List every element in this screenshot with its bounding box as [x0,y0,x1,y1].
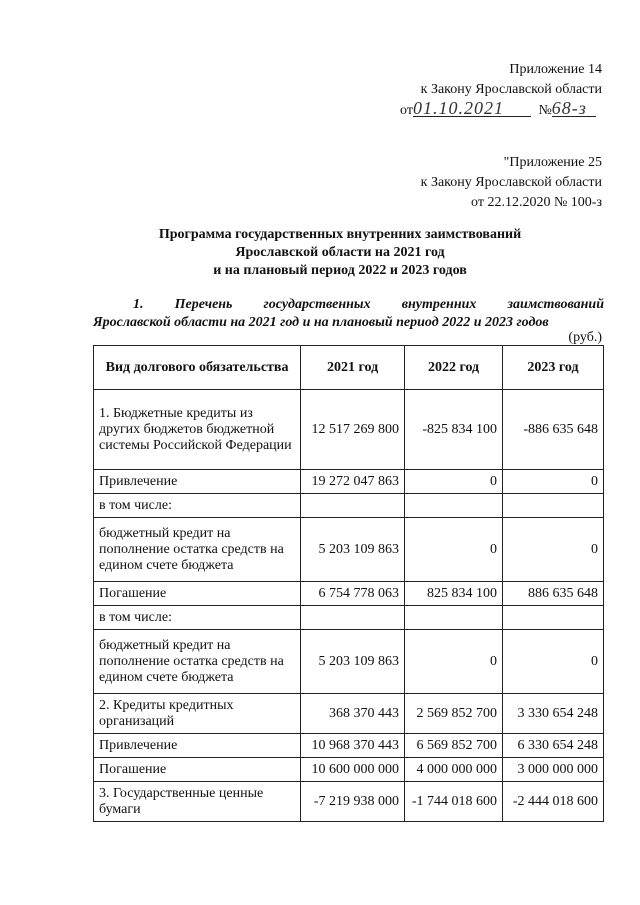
quoted-appendix: "Приложение 25 [503,155,602,170]
value-2022: 0 [405,630,503,694]
section-line-1: 1. Перечень государственных внутренних заимствований [133,297,604,312]
value-2023: 3 330 654 248 [503,694,604,734]
value-2021: 5 203 109 863 [301,630,405,694]
table-row [94,758,604,782]
value-2022: 2 569 852 700 [405,694,503,734]
value-2022: 4 000 000 000 [405,758,503,782]
row-label: бюджетный кредит на пополнение остатка средств на едином счете бюджета [94,630,301,694]
section-line-2: Ярославской области на 2021 год и на плановый период 2022 и 2023 годов [93,315,549,330]
value-2021: 10 600 000 000 [301,758,405,782]
borrowing-table [93,345,604,822]
row-label: 3. Государственные ценные бумаги [94,782,301,822]
value-2022 [405,606,503,630]
value-2021: 10 968 370 443 [301,734,405,758]
table-row [94,470,604,494]
law-reference: к Закону Ярославской области [420,82,602,97]
value-2023: 0 [503,470,604,494]
value-2023: -886 635 648 [503,390,604,470]
value-2022: 0 [405,470,503,494]
value-2021: 6 754 778 063 [301,582,405,606]
handwritten-number: 68-з [552,100,596,117]
value-2023: 886 635 648 [503,582,604,606]
quoted-law-date: от 22.12.2020 № 100-з [471,195,602,210]
table-header-row [94,346,604,390]
value-2021: 5 203 109 863 [301,518,405,582]
header-debt-type: Вид долгового обязательства [94,346,301,390]
value-2021 [301,606,405,630]
unit-label: (руб.) [568,330,602,345]
row-label: бюджетный кредит на пополнение остатка средств на едином счете бюджета [94,518,301,582]
row-label: в том числе: [94,606,301,630]
appendix-number: Приложение 14 [509,62,602,77]
section-heading [93,296,604,332]
value-2022: 825 834 100 [405,582,503,606]
row-label: Привлечение [94,734,301,758]
title-line-1: Программа государственных внутренних заимствований [158,227,522,242]
header-2021: 2021 год [301,346,405,390]
table-row [94,518,604,582]
number-prefix: № [538,103,552,118]
handwritten-date: 01.10.2021 [413,100,531,117]
document-title [40,226,640,280]
value-2023 [503,606,604,630]
value-2021: -7 219 938 000 [301,782,405,822]
value-2022: 6 569 852 700 [405,734,503,758]
title-line-2: Ярославской области на 2021 год [235,245,445,260]
header-2023: 2023 год [503,346,604,390]
law-date-line [400,100,600,119]
row-label: 1. Бюджетные кредиты из других бюджетов бюджетной системы Российской Федерации [94,390,301,470]
row-label: в том числе: [94,494,301,518]
table-row [94,630,604,694]
value-2023: 3 000 000 000 [503,758,604,782]
value-2023: -2 444 018 600 [503,782,604,822]
row-label: 2. Кредиты кредитных организаций [94,694,301,734]
header-2022: 2022 год [405,346,503,390]
date-prefix: от [400,103,413,118]
row-label: Привлечение [94,470,301,494]
table-row [94,734,604,758]
table-row [94,582,604,606]
value-2021 [301,494,405,518]
value-2021: 12 517 269 800 [301,390,405,470]
table-row [94,494,604,518]
table-row [94,694,604,734]
row-label: Погашение [94,758,301,782]
value-2023: 0 [503,518,604,582]
value-2021: 368 370 443 [301,694,405,734]
table-row [94,782,604,822]
value-2023: 6 330 654 248 [503,734,604,758]
value-2022: -825 834 100 [405,390,503,470]
value-2022 [405,494,503,518]
value-2023 [503,494,604,518]
table-row [94,390,604,470]
value-2021: 19 272 047 863 [301,470,405,494]
quoted-law-reference: к Закону Ярославской области [420,175,602,190]
value-2022: 0 [405,518,503,582]
value-2023: 0 [503,630,604,694]
title-line-3: и на плановый период 2022 и 2023 годов [213,263,467,278]
table-row [94,606,604,630]
row-label: Погашение [94,582,301,606]
value-2022: -1 744 018 600 [405,782,503,822]
